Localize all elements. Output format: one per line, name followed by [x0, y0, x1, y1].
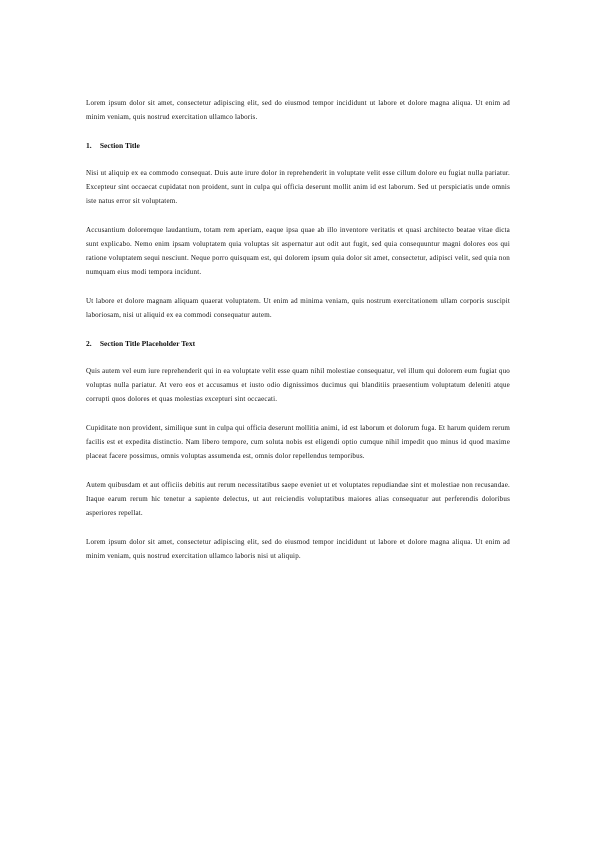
section-heading [86, 139, 510, 153]
paragraph: Autem quibusdam et aut officiis debitis aut rerum necessitatibus saepe eveniet ut et voluptates repudiandae sint et molestiae non recusandae. Itaque earum rerum hic tenetur a sapiente delectus, ut aut reiciendis voluptatibus maiores alias consequatur aut perferendis doloribus asperiores repellat. [86, 481, 510, 517]
document-page [86, 96, 510, 578]
section-number: 1. [86, 141, 92, 150]
paragraph: Ut labore et dolore magnam aliquam quaerat voluptatem. Ut enim ad minima veniam, quis nostrum exercitationem ullam corporis suscipit laboriosam, nisi ut aliquid ex ea commodi consequatur autem. [86, 297, 510, 319]
paragraph: Accusantium doloremque laudantium, totam rem aperiam, eaque ipsa quae ab illo inventore veritatis et quasi architecto beatae vitae dicta sunt explicabo. Nemo enim ipsam voluptatem quia voluptas sit aspernatur aut odit aut fugit, sed quia consequuntur magni dolores eos qui ratione voluptatem sequi nesciunt. Neque porro quisquam est, qui dolorem ipsum quia dolor sit amet, consectetur, adipisci velit, sed quia non numquam eius modi tempora incidunt. [86, 226, 510, 276]
paragraph: Cupiditate non provident, similique sunt in culpa qui officia deserunt mollitia animi, id est laborum et dolorum fuga. Et harum quidem rerum facilis est et expedita distinctio. Nam libero tempore, cum soluta nobis est eligendi optio cumque nihil impedit quo minus id quod maxime placeat facere possimus, omnis voluptas assumenda est, omnis dolor repellendus temporibus. [86, 424, 510, 460]
section-title: Section Title Placeholder Text [99, 339, 196, 348]
paragraph: Lorem ipsum dolor sit amet, consectetur adipiscing elit, sed do eiusmod tempor incididunt ut labore et dolore magna aliqua. Ut enim ad minim veniam, quis nostrud exercitation ullamco laboris nisi ut aliquip. [86, 538, 510, 560]
paragraph: Nisi ut aliquip ex ea commodo consequat. Duis aute irure dolor in reprehenderit in voluptate velit esse cillum dolore eu fugiat nulla pariatur. Excepteur sint occaecat cupidatat non proident, sunt in culpa qui officia deserunt mollit anim id est laborum. Sed ut perspiciatis unde omnis iste natus error sit voluptatem. [86, 169, 510, 205]
section-number: 2. [86, 339, 92, 348]
section-heading [86, 337, 510, 351]
paragraph: Quis autem vel eum iure reprehenderit qui in ea voluptate velit esse quam nihil molestiae consequatur, vel illum qui dolorem eum fugiat quo voluptas nulla pariatur. At vero eos et accusamus et iusto odio dignissimos ducimus qui blanditiis praesentium voluptatum deleniti atque corrupti quos dolores et quas molestias excepturi sint occaecati. [86, 367, 510, 403]
paragraph: Lorem ipsum dolor sit amet, consectetur adipiscing elit, sed do eiusmod tempor incididunt ut labore et dolore magna aliqua. Ut enim ad minim veniam, quis nostrud exercitation ullamco laboris. [86, 99, 510, 121]
section-title: Section Title [99, 141, 140, 150]
